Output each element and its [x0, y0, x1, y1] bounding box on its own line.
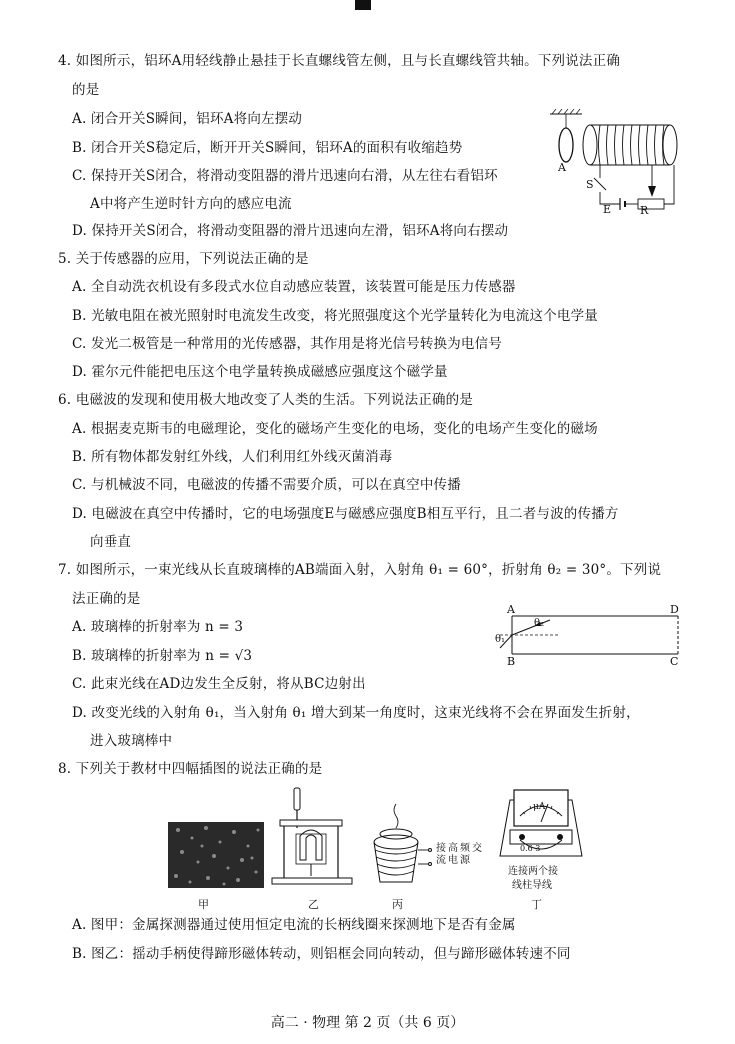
q6-option-d: D. 电磁波在真空中传播时，它的电场强度E与磁感应强度B相互平行，且二者与波的传播方	[72, 506, 619, 522]
q7-fig-label-c: C	[670, 655, 679, 668]
q7-stem: 7. 如图所示，一束光线从长直玻璃棒的AB端面入射，入射角 θ₁ = 60°，折射角 θ₂ = 30°。下列说	[58, 562, 662, 578]
q5-option-c: C. 发光二极管是一种常用的光传感器，其作用是将光信号转换为电信号	[72, 336, 503, 352]
q4-option-b: B. 闭合开关S稳定后，断开开关S瞬间，铝环A的面积有收缩趋势	[72, 140, 463, 156]
q6-option-a: A. 根据麦克斯韦的电磁理论，变化的磁场产生变化的电场，变化的电场产生变化的磁场	[72, 421, 598, 437]
q7-fig-theta2: θ₂	[534, 618, 545, 629]
q5-option-b: B. 光敏电阻在被光照射时电流发生改变，将光照强度这个光学量转化为电流这个电学量	[72, 308, 599, 324]
q7-option-d-cont: 进入玻璃棒中	[90, 733, 173, 749]
q5-stem: 5. 关于传感器的应用，下列说法正确的是	[58, 251, 309, 267]
q8-caption-bing: 丙	[392, 898, 403, 911]
q8-meter-note-1: 连接两个接	[508, 866, 558, 877]
q7-fig-label-b: B	[507, 655, 516, 668]
q4-fig-label-s: S	[586, 178, 594, 191]
q8-meter-unit: μA	[533, 802, 546, 812]
q7-fig-label-d: D	[670, 603, 679, 616]
power-char: 流	[436, 855, 446, 866]
q7-option-c: C. 此束光线在AD边发生全反射，将从BC边射出	[72, 676, 366, 692]
q8-figure-ding	[496, 786, 586, 860]
q8-meter-scale: 0.6 3	[520, 844, 541, 853]
q8-figure-yi	[272, 788, 358, 894]
q8-caption-ding: 丁	[531, 898, 542, 911]
q4-option-d: D. 保持开关S闭合，将滑动变阻器的滑片迅速向左滑，铝环A将向右摆动	[72, 223, 509, 239]
q7-fig-label-a: A	[507, 603, 515, 616]
q8-option-a: A. 图甲：金属探测器通过使用恒定电流的长柄线圈来探测地下是否有金属	[72, 917, 516, 933]
q4-option-c: C. 保持开关S闭合，将滑动变阻器的滑片迅速向右滑，从左往右看铝环	[72, 168, 498, 184]
q5-option-d: D. 霍尔元件能把电压这个电学量转换成磁感应强度这个磁学量	[72, 364, 448, 380]
q8-figure-bing	[362, 800, 432, 890]
power-char: 高	[448, 843, 458, 854]
q4-option-c-cont: A中将产生逆时针方向的感应电流	[90, 196, 292, 212]
q4-stem: 4. 如图所示，铝环A用轻线静止悬挂于长直螺线管左侧，且与长直螺线管共轴。下列说法正确	[58, 53, 621, 69]
q6-option-c: C. 与机械波不同，电磁波的传播不需要介质，可以在真空中传播	[72, 477, 461, 493]
page-footer: 高二 · 物理 第 2 页（共 6 页）	[270, 1015, 465, 1031]
top-mark	[355, 0, 371, 10]
q8-figure-jia	[168, 822, 264, 888]
q7-option-a: A. 玻璃棒的折射率为 n = 3	[72, 619, 244, 635]
q7-fig-theta1: θ₁	[495, 634, 506, 645]
q6-option-b: B. 所有物体都发射红外线，人们利用红外线灭菌消毒	[72, 449, 393, 465]
power-char: 交	[472, 843, 482, 854]
q7-option-b: B. 玻璃棒的折射率为 n = √3	[72, 648, 253, 664]
q8-power-label	[436, 843, 490, 867]
q4-fig-label-r: R	[640, 204, 649, 217]
power-char: 源	[460, 855, 470, 866]
q7-stem-cont: 法正确的是	[72, 591, 141, 607]
q6-option-d-cont: 向垂直	[90, 534, 132, 550]
q8-meter-note-2: 线柱导线	[512, 880, 552, 891]
q4-fig-label-a: A	[558, 161, 566, 174]
glass-rod-figure	[498, 608, 688, 668]
power-char: 电	[448, 855, 458, 866]
q7-option-d: D. 改变光线的入射角 θ₁，当入射角 θ₁ 增大到某一角度时，这束光线将不会在界面发生折射，	[72, 705, 640, 721]
q4-stem-cont: 的是	[72, 82, 100, 98]
power-char: 接	[436, 843, 446, 854]
q8-stem: 8. 下列关于教材中四幅插图的说法正确的是	[58, 761, 323, 777]
q4-fig-label-e: E	[603, 203, 612, 216]
q8-caption-jia: 甲	[198, 898, 209, 911]
q4-option-a: A. 闭合开关S瞬间，铝环A将向左摆动	[72, 111, 303, 127]
power-char: 频	[460, 843, 470, 854]
q8-option-b: B. 图乙：摇动手柄使得蹄形磁体转动，则铝框会同向转动，但与蹄形磁体转速不同	[72, 946, 571, 962]
q8-caption-yi: 乙	[308, 898, 319, 911]
q5-option-a: A. 全自动洗衣机设有多段式水位自动感应装置，该装置可能是压力传感器	[72, 279, 516, 295]
q6-stem: 6. 电磁波的发现和使用极大地改变了人类的生活。下列说法正确的是	[58, 392, 474, 408]
